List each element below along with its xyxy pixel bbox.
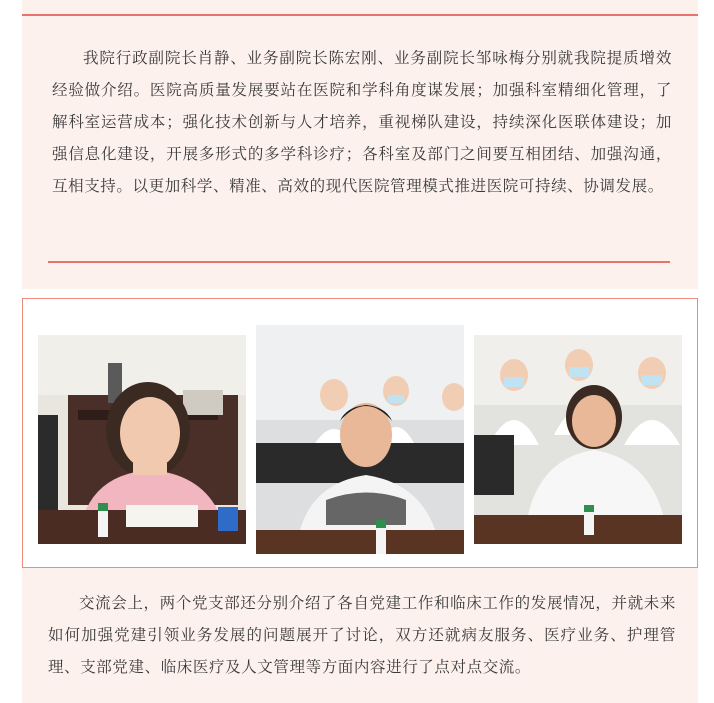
medical-staff-photo [474,335,682,544]
exchange-card [22,568,698,703]
intro-card [22,0,698,289]
intro-paragraph: 我院行政副院长肖静、业务副院长陈宏刚、业务副院长邹咏梅分别就我院提质增效经验做介绍。医院高质量发展要站在医院和学科角度谋发展；加强科室精细化管理，了解科室运营成本；强化技术创新与人才培养，重视梯队建设，持续深化医联体建设；加强信息化建设，开展多形式的多学科诊疗；各科室及部门之间要互相团结、加强沟通，互相支持。以更加科学、精准、高效的现代医院管理模式推进医院可持续、协调发展。 [52,49,672,195]
top-divider [22,14,698,16]
photo-strip [22,298,698,568]
speaker-man-photo [256,325,464,554]
bottom-divider [48,261,670,263]
exchange-paragraph: 交流会上，两个党支部还分别介绍了各自党建工作和临床工作的发展情况，并就未来如何加强党建引领业务发展的问题展开了讨论，双方还就病友服务、医疗业务、护理管理、支部党建、临床医疗及人文管理等方面内容进行了点对点交流。 [48,594,676,676]
speaker-woman-photo [38,335,246,544]
